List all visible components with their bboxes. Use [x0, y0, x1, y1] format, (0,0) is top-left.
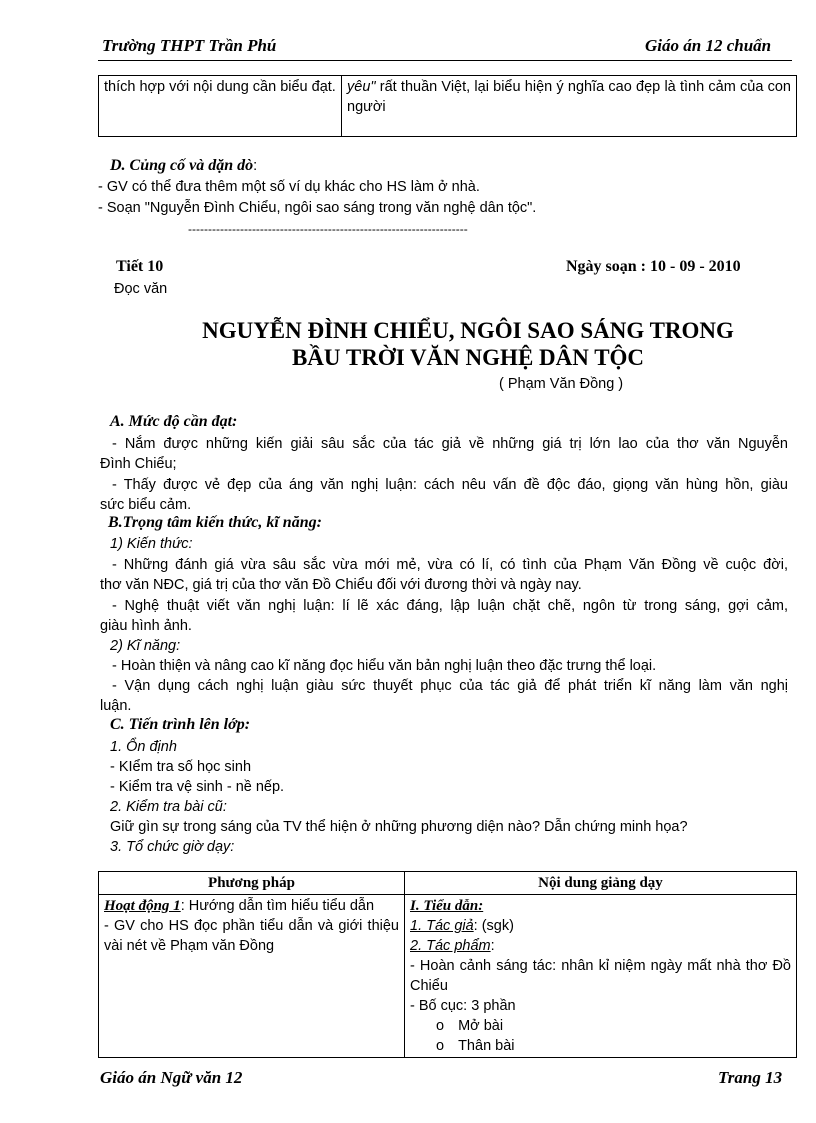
method-cell [99, 895, 405, 1058]
section-c-step1-item-2: - Kiểm tra vệ sinh - nề nếp. [110, 779, 285, 795]
lesson-period: Tiết 10 [116, 258, 164, 275]
section-b-k2: - Nghệ thuật viết văn nghị luận: lí lẽ xác đáng, lập luận chặt chẽ, ngôn từ trong sáng, gợi cảm, [112, 598, 788, 614]
part-item: o Mở bài [436, 1018, 504, 1034]
content-heading: I. Tiểu dẫn: [410, 898, 484, 914]
top-table-right-text: rất thuần Việt, lại biểu hiện ý nghĩa cao đẹp là tình cảm của con người [347, 79, 791, 115]
header-plan: Giáo án 12 chuẩn [645, 36, 772, 55]
activity-label: Hoạt động 1 [104, 898, 181, 914]
consolidation-item-1: - GV có thể đưa thêm một số ví dụ khác cho HS làm ở nhà. [98, 179, 480, 195]
section-b-skills: 2) Kĩ năng: [110, 638, 181, 654]
bullet-icon: o [436, 1018, 445, 1034]
section-b-s2-cont: luận. [100, 698, 132, 714]
lesson-table [98, 871, 797, 1058]
bullet-icon: o [436, 1038, 445, 1054]
section-c-question: Giữ gìn sự trong sáng của TV thể hiện ở những phương diện nào? Dẫn chứng minh họa? [110, 819, 688, 835]
section-c-step3: 3. Tổ chức giờ dạy: [110, 839, 235, 855]
footer-rule [98, 1057, 778, 1058]
col-header-content: Nội dung giảng dạy [405, 872, 797, 895]
activity-1 [104, 896, 399, 916]
section-b-k1-cont: thơ văn NĐC, giá trị của thơ văn Đồ Chiểu đối với đương thời và ngày nay. [100, 577, 582, 593]
section-b-s1: - Hoàn thiện và nâng cao kĩ năng đọc hiểu văn bản nghị luận theo đặc trưng thể loại. [112, 658, 657, 674]
section-b-k2-cont: giàu hình ảnh. [100, 618, 192, 634]
section-c-step1-item-1: - KIểm tra số học sinh [110, 759, 252, 775]
section-c-heading: C. Tiến trình lên lớp: [110, 716, 251, 733]
section-a-item-2: - Thấy được vẻ đẹp của áng văn nghị luận: cách nêu vấn đề độc đáo, giọng văn hùng hồn, giàu [112, 477, 788, 493]
lesson-date: Ngày soạn : 10 - 09 - 2010 [566, 258, 741, 275]
section-a-item-1: - Nắm được những kiến giải sâu sắc của tác giả về những giá trị lớn lao của thơ văn Nguyễn [112, 436, 788, 452]
activity-detail: - GV cho HS đọc phần tiểu dẫn và giới thiệu vài nét về Phạm văn Đồng [104, 918, 399, 954]
top-table [98, 75, 797, 137]
activity-text: : Hướng dẫn tìm hiểu tiểu dẫn [180, 898, 375, 914]
top-table-right [342, 76, 797, 137]
separator: ---------------------------------------------------------------------- [188, 222, 468, 236]
section-b-knowledge: 1) Kiến thức: [110, 536, 193, 552]
content-cell [405, 895, 797, 1058]
header-school: Trường THPT Trần Phú [102, 36, 277, 55]
header-rule [98, 60, 792, 61]
consolidation-item-2: - Soạn "Nguyễn Đình Chiểu, ngôi sao sáng trong văn nghệ dân tộc". [98, 200, 537, 216]
consolidation-heading: D. Củng cố và dặn dò: [110, 157, 258, 174]
lesson-title-line1: NGUYỄN ĐÌNH CHIỂU, NGÔI SAO SÁNG TRONG [202, 318, 734, 343]
section-a-item-2-cont: sức biểu cảm. [100, 497, 192, 513]
section-b-s2: - Vận dụng cách nghị luận giàu sức thuyết phục của tác giả để phát triển kĩ năng làm văn nghị [112, 678, 788, 694]
section-b-heading: B.Trọng tâm kiến thức, kĩ năng: [108, 514, 322, 531]
top-table-left: thích hợp với nội dung cần biểu đạt. [99, 76, 342, 137]
section-a-item-1-cont: Đình Chiểu; [100, 456, 177, 472]
work-line: 2. Tác phẩm: [410, 938, 495, 954]
author-line: 1. Tác giả: (sgk) [410, 918, 514, 934]
lesson-title-line2: BẦU TRỜI VĂN NGHỆ DÂN TỘC [291, 345, 645, 370]
context-line: - Hoàn cảnh sáng tác: nhân kỉ niệm ngày mất nhà thơ Đồ Chiểu [410, 958, 791, 994]
section-b-k1: - Những đánh giá vừa sâu sắc vừa mới mẻ, vừa có lí, có tình của Phạm Văn Đồng về cuộc đời, [112, 557, 788, 573]
footer-right: Trang 13 [718, 1068, 783, 1087]
top-table-quote: yêu" [347, 79, 376, 95]
lesson-subject: Đọc văn [114, 281, 168, 297]
part-item: o Thân bài [436, 1038, 515, 1054]
layout-line: - Bố cục: 3 phần [410, 998, 516, 1014]
section-a-heading: A. Mức độ cần đạt: [110, 413, 238, 430]
lesson-author: ( Phạm Văn Đồng ) [499, 376, 624, 392]
section-c-step2: 2. Kiểm tra bài cũ: [110, 799, 227, 815]
footer-left: Giáo án Ngữ văn 12 [100, 1068, 243, 1087]
col-header-method: Phương pháp [99, 872, 405, 895]
section-c-step1: 1. Ổn định [110, 739, 177, 755]
